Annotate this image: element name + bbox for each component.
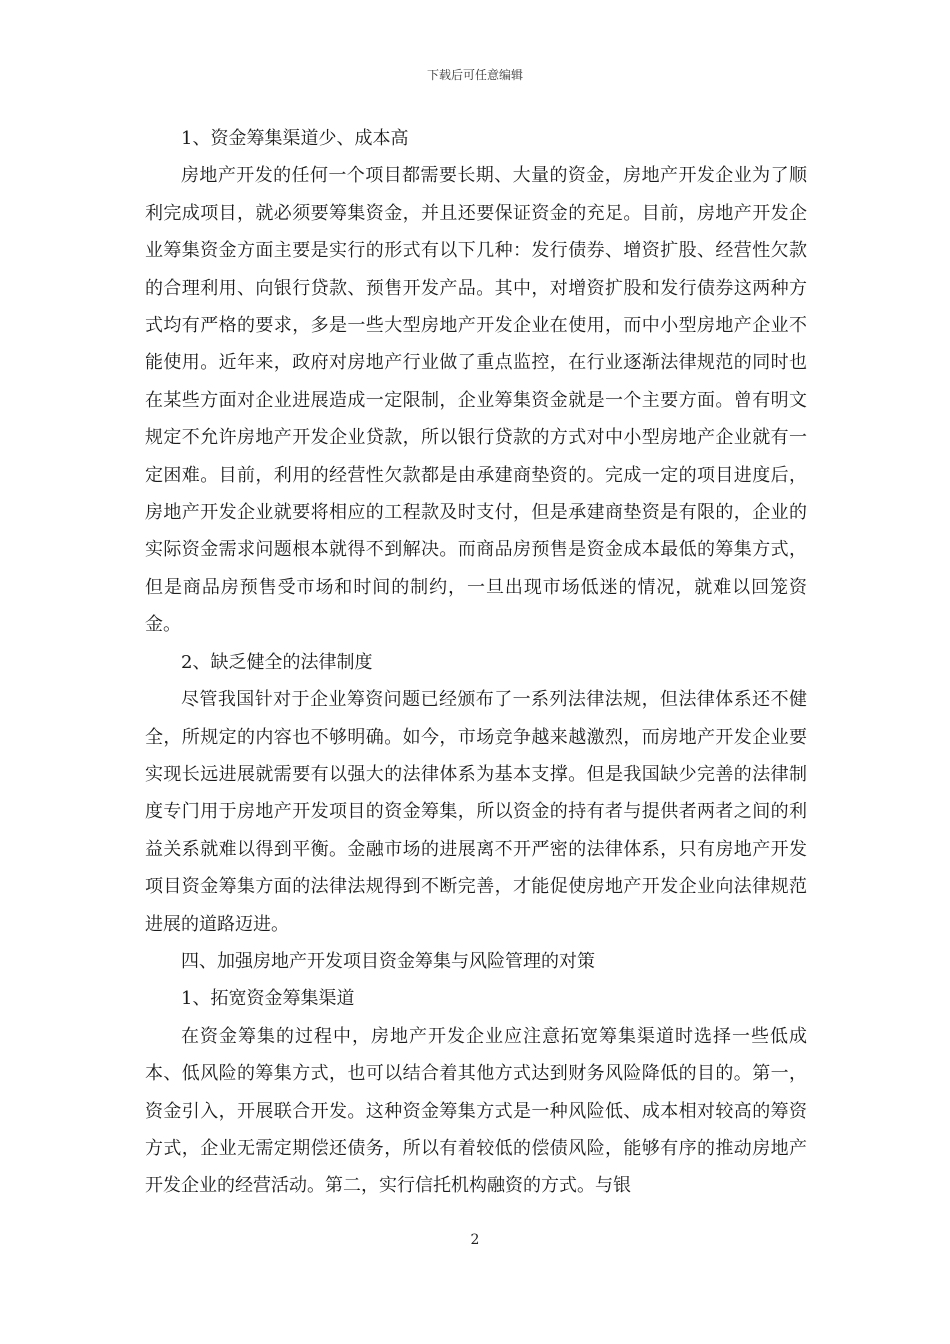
chapter-heading-countermeasures: 四、加强房地产开发项目资金筹集与风险管理的对策 bbox=[181, 950, 595, 972]
body-paragraph: 尽管我国针对于企业筹资问题已经颁布了一系列法律法规，但法律体系还不健全，所规定的内容也不够明确。如今，市场竞争越来越激烈，而房地产开发企业要实现长远进展就需要有以强大的法律体系为基本支撑。但是我国缺少完善的法律制度专门用于房地产开发项目的资金筹集，所以资金的持有者与提供者两者之间的利益关系就难以得到平衡。金融市场的进展离不开严密的法律体系，只有房地产开发项目资金筹集方面的法律法规得到不断完善，才能促使房地产开发企业向法律规范进展的道路迈进。 bbox=[145, 689, 807, 935]
section-heading-legal-system: 2、缺乏健全的法律制度 bbox=[181, 651, 373, 673]
body-paragraph: 房地产开发的任何一个项目都需要长期、大量的资金，房地产开发企业为了顺利完成项目，就必须要筹集资金，并且还要保证资金的充足。目前，房地产开发企业筹集资金方面主要是实行的形式有以下几种：发行债券、增资扩股、经营性欠款的合理利用、向银行贷款、预售开发产品。其中，对增资扩股和发行债券这两种方式均有严格的要求，多是一些大型房地产开发企业在使用，而中小型房地产企业不能使用。近年来，政府对房地产行业做了重点监控，在行业逐渐法律规范的同时也在某些方面对企业进展造成一定限制，企业筹集资金就是一个主要方面。曾有明文规定不允许房地产开发企业贷款，所以银行贷款的方式对中小型房地产企业就有一定困难。目前，利用的经营性欠款都是由承建商垫资的。完成一定的项目进度后，房地产开发企业就要将相应的工程款及时支付，但是承建商垫资是有限的，企业的实际资金需求问题根本就得不到解决。而商品房预售是资金成本最低的筹集方式，但是商品房预售受市场和时间的制约，一旦出现市场低迷的情况，就难以回笼资金。 bbox=[145, 165, 807, 636]
body-paragraph: 在资金筹集的过程中，房地产开发企业应注意拓宽筹集渠道时选择一些低成本、低风险的筹集方式，也可以结合着其他方式达到财务风险降低的目的。第一，资金引入，开展联合开发。这种资金筹集方式是一种风险低、成本相对较高的筹资方式，企业无需定期偿还债务，所以有着较低的偿债风险，能够有序的推动房地产开发企业的经营活动。第二，实行信托机构融资的方式。与银 bbox=[145, 1025, 807, 1197]
section-heading-broaden-channels: 1、拓宽资金筹集渠道 bbox=[181, 988, 355, 1010]
section-heading-funding-channels: 1、资金筹集渠道少、成本高 bbox=[181, 128, 409, 149]
document-body bbox=[145, 120, 807, 1205]
page-header: 下载后可任意编辑 bbox=[426, 68, 523, 82]
page-number: 2 bbox=[470, 1232, 480, 1248]
